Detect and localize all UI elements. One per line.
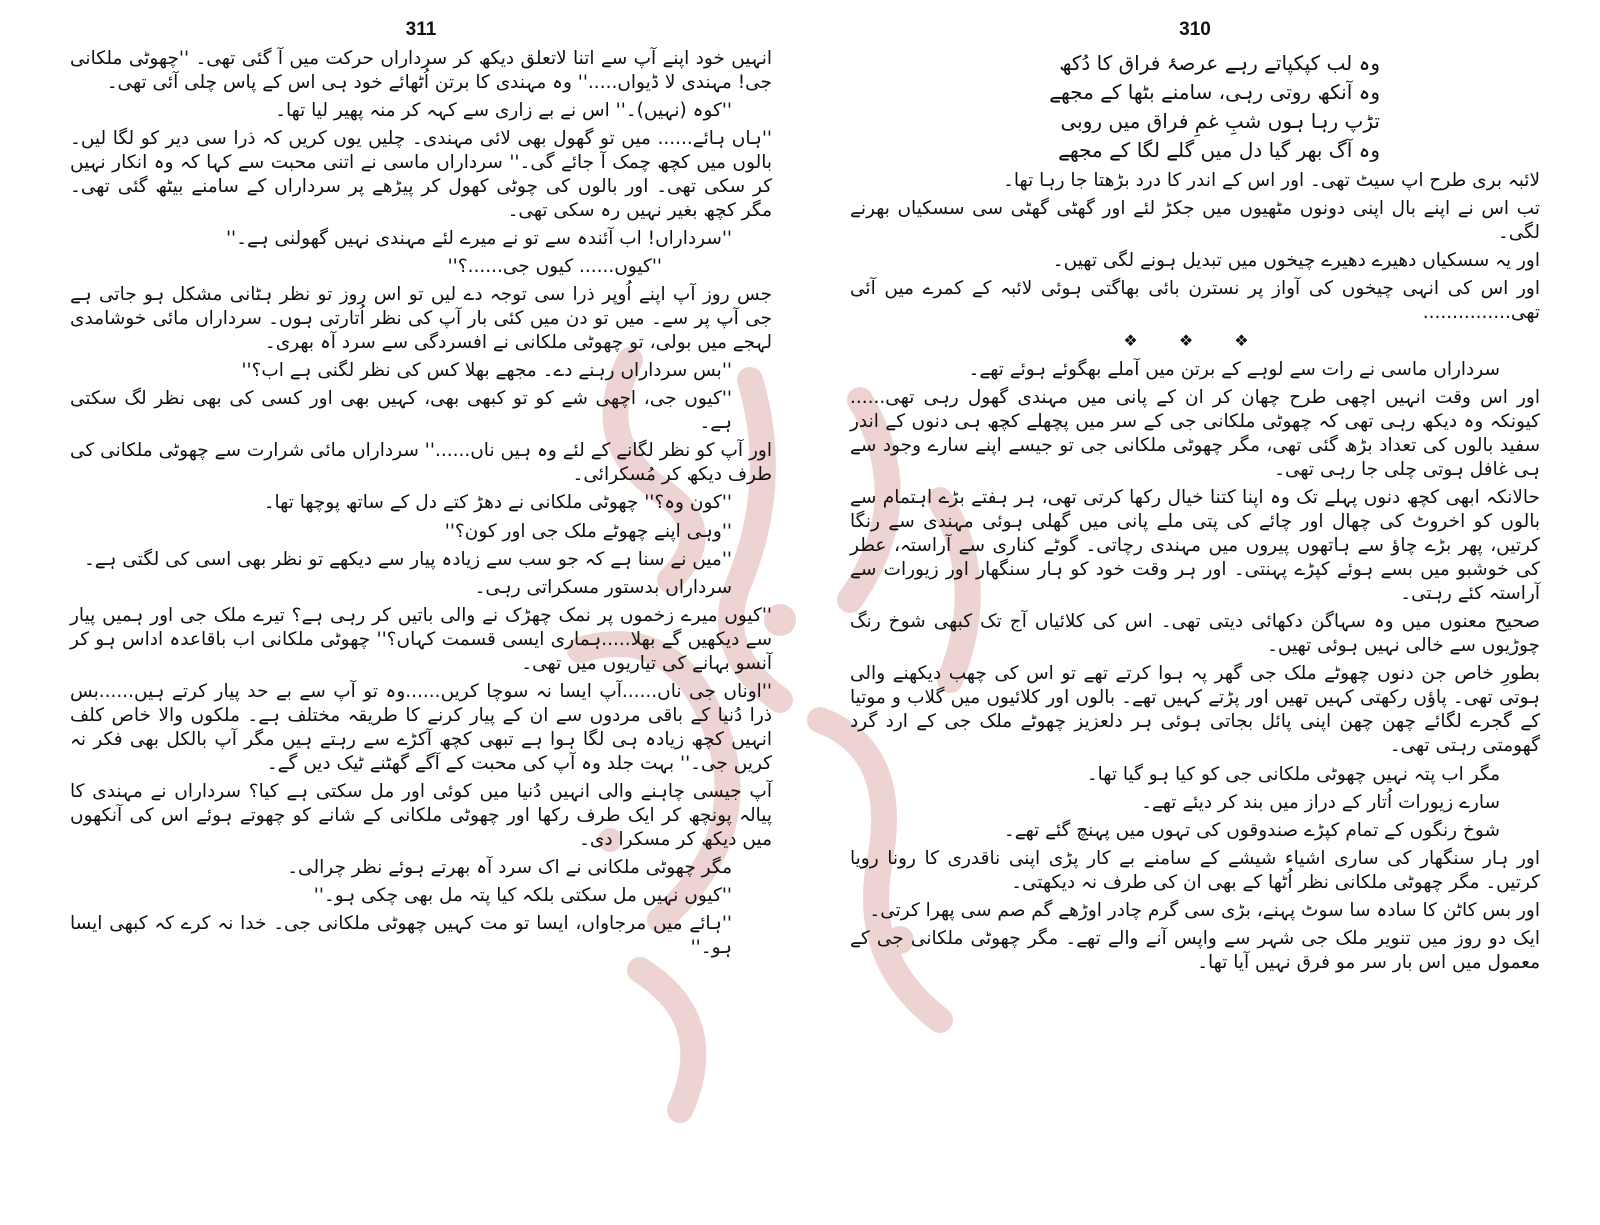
paragraph: سرداراں بدستور مسکراتی رہی۔ (474, 576, 732, 598)
page-number: 311 (405, 19, 437, 40)
paragraph: ''اوناں جی ناں......آپ ایسا نہ سوچا کریں......وہ تو آپ سے بے حد پیار کرتے ہیں......بس ذرا دُنیا کے باقی مردوں سے ان کے پیار کرنے کا طریقہ مختلف ہے۔ ملکوں والا خاص کلف انہیں کچھ زیادہ ہی لگا ہوا ہے تبھی کچھ آکڑے سے رہتے ہیں مگر آپ بالکل بھی فکر نہ کریں جی۔'' بہت جلد وہ آپ کی محبت کے آگے گھٹنے ٹیک دیں گے۔ (70, 680, 772, 774)
section-break: ❖ ❖ ❖ (1123, 330, 1267, 350)
left-page (70, 18, 772, 1215)
paragraph: ''کیوں میرے زخموں پر نمک چھڑک نے والی باتیں کر رہی ہے؟ تیرے ملک جی اور ہمیں پیار سے دیکھیں گے بھلا.....ہماری ایسی قسمت کہاں؟'' چھوٹی ملکانی اب باقاعدہ اداس ہو کر آنسو بہانے کی تیاریوں میں تھی۔ (70, 604, 772, 674)
paragraph: جس روز آپ اپنے اُوپر ذرا سی توجہ دے لیں تو اس روز تو نظر ہٹانی مشکل ہو جاتی ہے جی آپ پر سے۔ میں تو دن میں کئی بار آپ کی نظر اُتارتی ہوں۔ سرداراں مائی خوشامدی لہجے میں بولی، تو چھوٹی ملکانی نے افسردگی سے سرد آہ بھری۔ (70, 284, 772, 354)
paragraph: لائبہ بری طرح اپ سیٹ تھی۔ اور اس کے اندر کا درد بڑھتا جا رہا تھا۔ (1003, 169, 1540, 191)
poem-line: وہ آنکھ روتی رہی، سامنے بٹھا کے مجھے (1049, 79, 1380, 104)
paragraph: ''کوہ (نہیں)۔'' اس نے بے زاری سے کہہ کر منہ پھیر لیا تھا۔ (275, 99, 732, 121)
paragraph: انہیں خود اپنے آپ سے اتنا لاتعلق دیکھ کر سرداراں حرکت میں آ گئی تھی۔ ''چھوٹی ملکانی جی! مہندی لا ڈیواں.....'' وہ مہندی کا برتن اُٹھائے خود ہی اس کے پاس چلی آئی تھی۔ (70, 47, 772, 93)
paragraph: صحیح معنوں میں وہ سہاگن دکھائی دیتی تھی۔ اس کی کلائیاں آج تک کبھی شوخ رنگ چوڑیوں سے خالی نہیں ہوئی تھیں۔ (850, 611, 1540, 657)
paragraph: ''کیوں جی، اچھی شے کو تو کبھی بھی، کہیں بھی اور کسی کی بھی نظر لگ سکتی ہے۔ (70, 388, 732, 434)
paragraph: ایک دو روز میں تنویر ملک جی شہر سے واپس آنے والے تھے۔ مگر چھوٹی ملکانی جی کے معمول میں اس بار سر مو فرق نہیں آیا تھا۔ (850, 927, 1540, 973)
paragraph: اور آپ کو نظر لگانے کے لئے وہ ہیں ناں......'' سرداراں مائی شرارت سے چھوٹی ملکانی کی طرف دیکھ کر مُسکرائی۔ (70, 440, 772, 486)
paragraph: ''میں نے سنا ہے کہ جو سب سے زیادہ پیار سے دیکھے تو نظر بھی اسی کی لگتی ہے۔ (83, 548, 732, 570)
paragraph: مگر چھوٹی ملکانی نے اک سرد آہ بھرتے ہوئے نظر چرالی۔ (287, 857, 732, 879)
paragraph: ''بس سرداراں رہنے دے۔ مجھے بھلا کس کی نظر لگنی ہے اب؟'' (241, 360, 732, 382)
poem-line: تڑپ رہا ہوں شبِ غمِ فراق میں روبی (1060, 108, 1380, 133)
paragraph: سارے زیورات اُتار کے دراز میں بند کر دیئے تھے۔ (1141, 791, 1500, 813)
paragraph: ''وہی اپنے چھوٹے ملک جی اور کون؟'' (444, 520, 732, 542)
paragraph: حالانکہ ابھی کچھ دنوں پہلے تک وہ اپنا کتنا خیال رکھا کرتی تھی، ہر ہفتے بڑے اہتمام سے بالوں کو اخروٹ کی چھال اور چائے کی پتی ملے پانی میں گھلی ہوئی مہندی سے رنگا کرتیں، پھر بڑے چاؤ سے ہاتھوں پیروں میں مہندی رچاتی۔ گوٹے کناری سے آراستہ، عطر کی خوشبو میں بسے ہوئے کپڑے پہنتی۔ اور ہر وقت خود کو ہار سنگھار اور زیورات سے آراستہ کئے رہتی۔ (850, 487, 1540, 605)
paragraph: مگر اب پتہ نہیں چھوٹی ملکانی جی کو کیا ہو گیا تھا۔ (1086, 763, 1500, 785)
paragraph: اور ہار سنگھار کی ساری اشیاء شیشے کے سامنے بے کار پڑی اپنی ناقدری کا رونا رویا کرتیں۔ مگر چھوٹی ملکانی نظر اُٹھا کے بھی ان کی طرف نہ دیکھتی۔ (850, 847, 1540, 893)
poem-line: وہ آگ بھر گیا دل میں گلے لگا کے مجھے (1058, 137, 1380, 162)
paragraph: ''سرداراں! اب آئندہ سے تو نے میرے لئے مہندی نہیں گھولنی ہے۔'' (225, 228, 732, 250)
paragraph: اور اس کی انہی چیخوں کی آواز پر نسترن بائی بھاگتی ہوئی لائبہ کے کمرے میں آئی تھی............... (850, 277, 1540, 323)
poem-line: وہ لب کپکپاتے رہے عرصۂ فراق کا دُکھ (1059, 50, 1380, 75)
paragraph: ''کون وہ؟'' چھوٹی ملکانی نے دھڑ کتے دل کے ساتھ پوچھا تھا۔ (263, 492, 732, 514)
paragraph: شوخ رنگوں کے تمام کپڑے صندوقوں کی تہوں میں پہنچ گئے تھے۔ (1003, 819, 1500, 841)
page-number: 310 (1179, 19, 1211, 40)
paragraph: ''ہائے میں مرجاواں، ایسا تو مت کہیں چھوٹی ملکانی جی۔ خدا نہ کرے کہ کبھی ایسا ہو۔'' (70, 913, 732, 959)
paragraph: ''ہاں ہائے...... میں تو گھول بھی لائی مہندی۔ چلیں یوں کریں کہ ذرا سی دیر کو لگا لیں۔ بالوں میں کچھ چمک آ جائے گی۔'' سرداراں ماسی نے اتنی محبت سے کہا کہ وہ انکار نہیں کر سکی تھی۔ اور بالوں کی چوٹی کھول کر پیڑھے پر سرداراں کے سامنے بیٹھ گئی تھی۔ مگر کچھ بغیر نہیں رہ سکی تھی۔ (70, 127, 772, 221)
paragraph: آپ جیسی چاہنے والی انہیں دُنیا میں کوئی اور مل سکتی ہے کیا؟ سرداراں نے مہندی کا پیالہ پونچھ کر ایک طرف رکھا اور چھوٹی ملکانی کے شانے کو چھوتے ہوئے اس کی آنکھوں میں دیکھ کر مسکرا دی۔ (70, 781, 772, 851)
paragraph: تب اس نے اپنے بال اپنی دونوں مٹھیوں میں جکڑ لئے اور گھٹی گھٹی سی سسکیاں بھرنے لگی۔ (850, 197, 1540, 243)
right-page (850, 18, 1540, 1215)
poem-verse (850, 49, 1380, 165)
paragraph: بطورِ خاص جن دنوں چھوٹے ملک جی گھر پہ ہوا کرتے تھے تو اس کی چھب دیکھنے والی ہوتی تھی۔ پاؤں رکھتی کہیں تھیں اور پڑتے کہیں تھے۔ بالوں اور کلائیوں میں گلاب و موتیا کے گجرے لگائے چھن چھن اپنی پائل بجاتی ہوئی ہر دلعزیز چھوٹے ملک جی کے ارد گرد گھومتی رہتی تھی۔ (850, 663, 1540, 757)
paragraph: اور یہ سسکیاں دھیرے دھیرے چیخوں میں تبدیل ہونے لگی تھیں۔ (1052, 249, 1540, 271)
paragraph: اور اس وقت انہیں اچھی طرح چھان کر ان کے پانی میں مہندی گھول رہی تھی...... کیونکہ وہ دیکھ رہی تھی کہ چھوٹی ملکانی جی کے سر میں پچھلے کچھ ہی دنوں کے اندر سفید بالوں کی تعداد بڑھ گئی تھی، مگر چھوٹی ملکانی جی تو جیسے اپنے سارے وجود سے ہی غافل ہوتی چلی جا رہی تھی۔ (850, 386, 1540, 480)
paragraph: ''کیوں...... کیوں جی......؟'' (447, 256, 662, 278)
paragraph: اور بس کاٹن کا سادہ سا سوٹ پہنے، بڑی سی گرم چادر اوڑھے گم صم سی پھرا کرتی۔ (869, 899, 1540, 921)
paragraph: سرداراں ماسی نے رات سے لوہے کے برتن میں آملے بھگوئے ہوئے تھے۔ (968, 358, 1500, 380)
paragraph: ''کیوں نہیں مل سکتی بلکہ کیا پتہ مل بھی چکی ہو۔'' (313, 885, 732, 907)
